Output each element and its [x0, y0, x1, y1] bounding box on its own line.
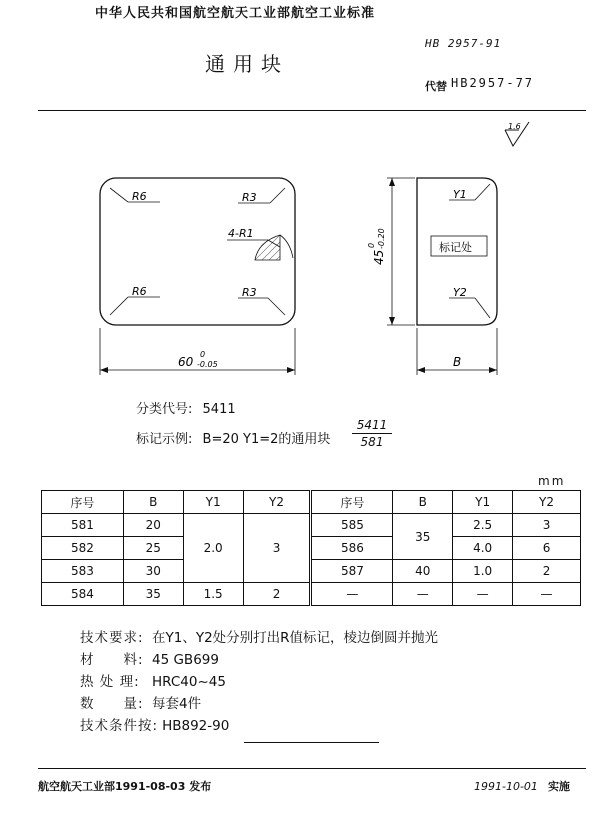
- front-view-drawing: [90, 170, 310, 385]
- table-row: [42, 583, 581, 606]
- requirement-line: [80, 626, 438, 646]
- marking-example-line: [136, 428, 330, 447]
- marking-fraction: [352, 418, 392, 449]
- requirement-value: HRC40~45: [152, 674, 226, 690]
- effective-label: 实施: [547, 780, 570, 793]
- issue-info: 航空航天工业部1991-08-03 发布: [38, 780, 212, 793]
- cell-r2-group: 3: [243, 514, 311, 583]
- classification-line: [136, 398, 236, 417]
- requirement-label: 数 量:: [80, 696, 144, 712]
- requirement-line: [80, 648, 219, 668]
- col-header: Y1: [183, 491, 243, 514]
- requirement-value: 在Y1、Y2处分别打出R值标记，棱边倒圆并抛光: [152, 630, 439, 646]
- cell-no: 581: [42, 514, 124, 537]
- width-dimension: 60: [178, 355, 194, 369]
- requirement-label: 热 处 理:: [80, 674, 140, 690]
- table-row: [42, 514, 581, 537]
- requirement-value: HB892-90: [162, 718, 230, 734]
- cell-r1: 1.5: [183, 583, 243, 606]
- cell-r2: —: [513, 583, 581, 606]
- cell-b-group: 35: [393, 514, 453, 560]
- col-header: Y1: [453, 491, 513, 514]
- col-header: 序号: [311, 491, 393, 514]
- height-tol-lower: -0.20: [377, 228, 386, 249]
- cell-r2: 6: [513, 537, 581, 560]
- radius-top-left: R6: [132, 190, 147, 203]
- radius-top-right: R3: [242, 191, 257, 204]
- cell-no: 587: [311, 560, 393, 583]
- table-row: [42, 560, 581, 583]
- cell-no: 584: [42, 583, 124, 606]
- cell-b: 20: [123, 514, 183, 537]
- cell-b: 40: [393, 560, 453, 583]
- cell-r2: 2: [513, 560, 581, 583]
- cell-r2: 2: [243, 583, 311, 606]
- header-rule: [38, 110, 586, 111]
- cell-r1: 4.0: [453, 537, 513, 560]
- cell-no: 585: [311, 514, 393, 537]
- replaces-label: 代替: [425, 80, 447, 93]
- replaces-number: HB2957-77: [451, 76, 535, 90]
- standard-number: HB 2957-91: [425, 37, 502, 50]
- cell-no: 586: [311, 537, 393, 560]
- cell-b: 30: [123, 560, 183, 583]
- radius-bottom-right: R3: [242, 286, 257, 299]
- cell-r1: —: [453, 583, 513, 606]
- cell-r2: 3: [513, 514, 581, 537]
- table-unit: mm: [538, 474, 566, 488]
- marking-example-text: B=20 Y1=2的通用块: [202, 432, 331, 447]
- cell-r1-group: 2.0: [183, 514, 243, 583]
- classification-code: 5411: [202, 402, 236, 417]
- side-view-drawing: [345, 170, 520, 385]
- cell-b: —: [393, 583, 453, 606]
- table-header-row: [42, 491, 581, 514]
- roughness-symbol: [503, 120, 543, 158]
- requirement-line: [80, 692, 201, 712]
- requirement-line: [80, 714, 229, 734]
- col-header: 序号: [42, 491, 124, 514]
- cell-no: 583: [42, 560, 124, 583]
- standard-body: 中华人民共和国航空航天工业部航空工业标准: [95, 6, 376, 21]
- requirement-label: 材 料:: [80, 652, 144, 668]
- col-header: B: [393, 491, 453, 514]
- col-header: Y2: [243, 491, 311, 514]
- depth-dimension: B: [453, 355, 462, 369]
- effective-date: 1991-10-01: [474, 780, 538, 793]
- width-tol-upper: 0: [200, 350, 206, 359]
- table-row: [42, 537, 581, 560]
- requirement-line: [80, 670, 226, 690]
- width-tol-lower: -0.05: [197, 360, 218, 369]
- cell-r1: 2.5: [453, 514, 513, 537]
- marking-fraction-denominator: 581: [360, 435, 384, 449]
- dimension-table: [41, 490, 581, 606]
- marking-example-label: 标记示例:: [136, 432, 193, 447]
- document-title: 通用块: [205, 52, 289, 76]
- marking-fraction-numerator: 5411: [352, 418, 392, 434]
- mark-label: 标记处: [439, 241, 472, 254]
- requirement-value: 45 GB699: [152, 652, 219, 668]
- cell-r1: 1.0: [453, 560, 513, 583]
- cell-b: 35: [123, 583, 183, 606]
- roughness-value: 1.6: [508, 122, 521, 131]
- side-radius-y2: Y2: [453, 286, 467, 299]
- height-dimension: 45: [372, 249, 386, 265]
- cell-no: —: [311, 583, 393, 606]
- radius-bottom-left: R6: [132, 285, 147, 298]
- requirement-label: 技术要求:: [80, 630, 144, 646]
- height-tol-upper: 0: [367, 242, 376, 248]
- col-header: Y2: [513, 491, 581, 514]
- cell-no: 582: [42, 537, 124, 560]
- effective-info: [474, 778, 570, 794]
- requirement-label: 技术条件按:: [80, 718, 159, 734]
- requirement-value: 每套4件: [152, 696, 202, 712]
- cell-b: 25: [123, 537, 183, 560]
- end-rule: [244, 742, 379, 743]
- corner-note: 4-R1: [228, 227, 254, 240]
- side-radius-y1: Y1: [453, 188, 467, 201]
- footer-rule: [38, 768, 586, 769]
- col-header: B: [123, 491, 183, 514]
- classification-label: 分类代号:: [136, 402, 193, 417]
